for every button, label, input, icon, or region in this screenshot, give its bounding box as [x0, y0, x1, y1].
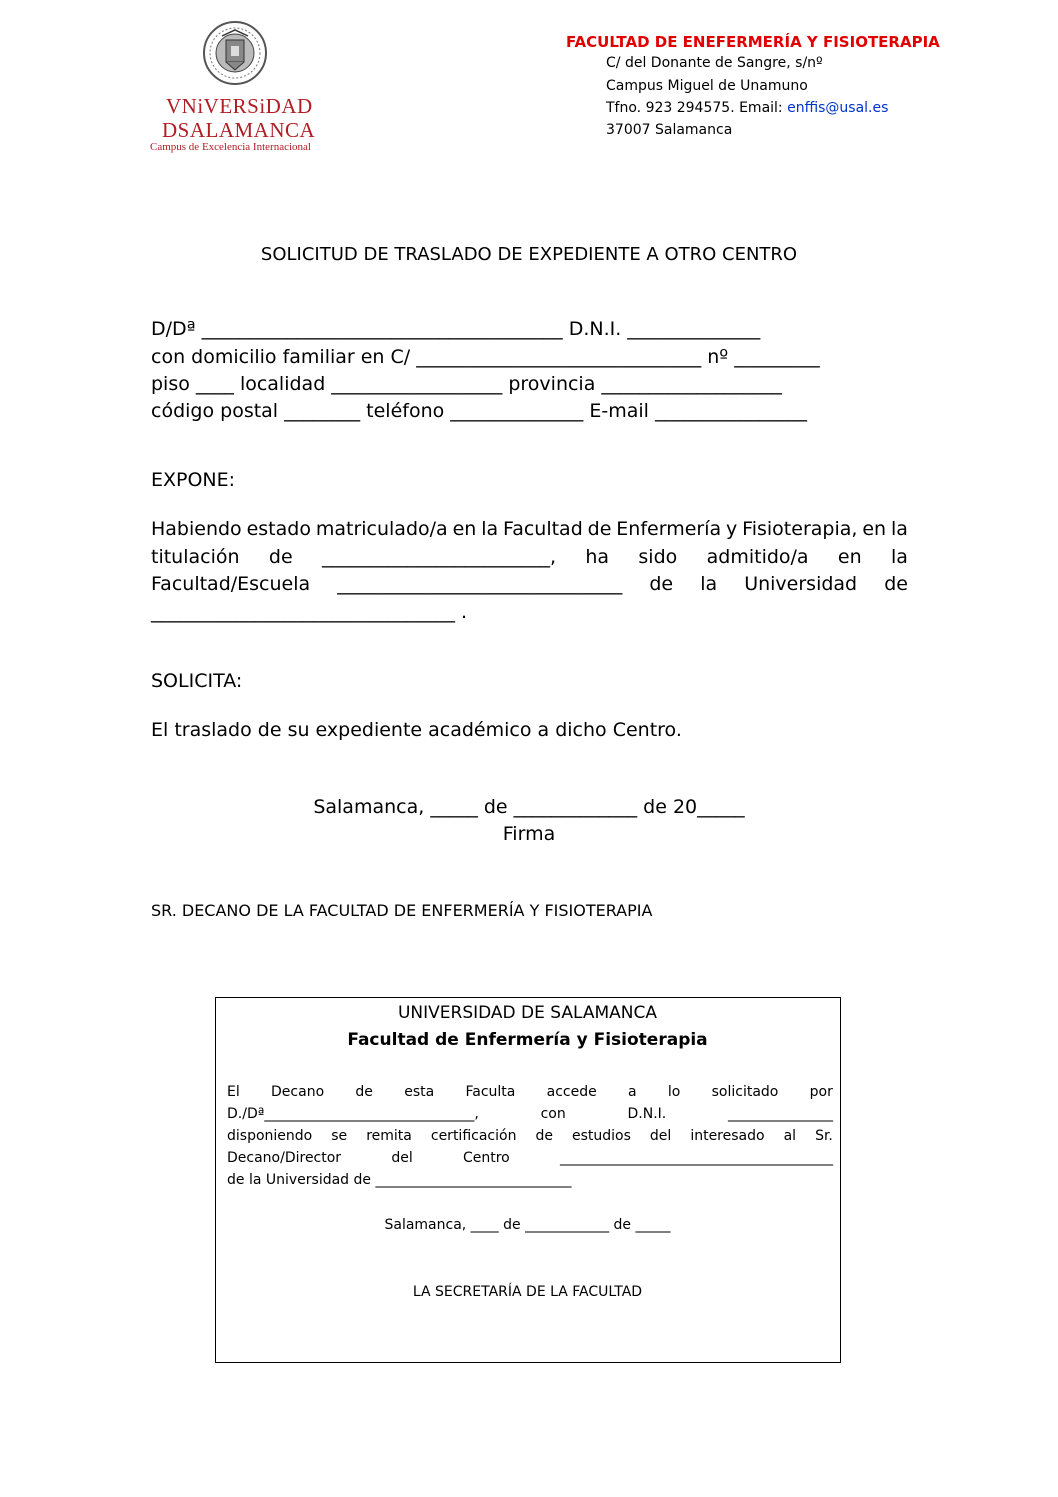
- word: en: [837, 546, 862, 568]
- resolution-line-5[interactable]: de la Universidad de ____________________________: [227, 1172, 572, 1188]
- word: interesado: [690, 1128, 765, 1144]
- word: Fisioterapia,: [742, 518, 858, 540]
- addressee: SR. DECANO DE LA FACULTAD DE ENFERMERÍA Y FISIOTERAPIA: [151, 901, 653, 920]
- word: la: [891, 546, 908, 568]
- word: D.N.I.: [627, 1106, 667, 1122]
- word: a: [628, 1084, 637, 1100]
- form-line-address[interactable]: con domicilio familiar en C/ ______________________________ nº _________: [151, 346, 820, 368]
- logo-tagline: Campus de Excelencia Internacional: [150, 141, 311, 153]
- address-street: C/ del Donante de Sangre, s/nº: [606, 55, 823, 71]
- expone-line-4[interactable]: ________________________________ .: [151, 601, 468, 623]
- expone-line-2[interactable]: [151, 546, 908, 568]
- form-line-location[interactable]: piso ____ localidad __________________ provincia ___________________: [151, 373, 782, 395]
- university-seal-icon: [202, 20, 268, 86]
- word: admitido/a: [706, 546, 809, 568]
- word: se: [331, 1128, 348, 1144]
- word: matriculado/a: [315, 518, 448, 540]
- email-link[interactable]: enffis@usal.es: [787, 100, 889, 116]
- address-city: 37007 Salamanca: [606, 122, 733, 138]
- word: Facultad/Escuela: [151, 573, 311, 595]
- word: Universidad: [744, 573, 858, 595]
- word: remita: [366, 1128, 412, 1144]
- word: de: [355, 1084, 373, 1100]
- logo-line-2: DSALAMANCA: [162, 118, 316, 142]
- form-line-contact[interactable]: código postal ________ teléfono ______________ E-mail ________________: [151, 400, 807, 422]
- word: solicitado: [711, 1084, 779, 1100]
- address-campus: Campus Miguel de Unamuno: [606, 78, 808, 94]
- word: lo: [667, 1084, 681, 1100]
- word: D./Dª______________________________,: [227, 1106, 479, 1122]
- resolution-faculty: Facultad de Enfermería y Fisioterapia: [347, 1030, 708, 1050]
- word: accede: [546, 1084, 597, 1100]
- word: al: [783, 1128, 797, 1144]
- word: Faculta: [465, 1084, 516, 1100]
- resolution-signatory: LA SECRETARÍA DE LA FACULTAD: [412, 1284, 643, 1300]
- word: de: [649, 573, 674, 595]
- solicita-heading: SOLICITA:: [151, 670, 243, 692]
- word: con: [540, 1106, 566, 1122]
- word: del: [391, 1150, 413, 1166]
- university-logo: [150, 20, 330, 155]
- solicita-text: El traslado de su expediente académico a dicho Centro.: [151, 719, 682, 741]
- expone-line-1: [151, 518, 908, 540]
- word: El: [227, 1084, 240, 1100]
- form-line-name-dni[interactable]: D/Dª ______________________________________ D.N.I. ______________: [151, 318, 761, 340]
- word: disponiendo: [227, 1128, 313, 1144]
- word: de: [268, 546, 293, 568]
- word: de: [884, 573, 908, 595]
- word: Decano/Director: [227, 1150, 342, 1166]
- word: ha: [585, 546, 610, 568]
- word: Centro: [462, 1150, 510, 1166]
- word: de: [535, 1128, 553, 1144]
- word: titulación: [151, 546, 240, 568]
- word: _______________: [728, 1106, 833, 1122]
- word: la: [700, 573, 718, 595]
- date-line[interactable]: Salamanca, _____ de _____________ de 20_____: [313, 796, 745, 818]
- word: en: [862, 518, 887, 540]
- word: de: [587, 518, 612, 540]
- phone-text: Tfno. 923 294575. Email:: [606, 100, 788, 116]
- logo-line-1: VNiVERSiDAD: [166, 94, 313, 118]
- resolution-box: [215, 997, 841, 1363]
- resolution-line-2[interactable]: [227, 1106, 833, 1122]
- word: Habiendo: [151, 518, 242, 540]
- signature-label: Firma: [502, 823, 556, 845]
- resolution-line-1: [227, 1084, 833, 1100]
- word: Sr.: [815, 1128, 833, 1144]
- word: _______________________________________: [559, 1150, 833, 1166]
- word: Decano: [271, 1084, 325, 1100]
- word: estudios: [571, 1128, 631, 1144]
- word: del: [649, 1128, 672, 1144]
- word: Enfermería: [616, 518, 722, 540]
- expone-line-3[interactable]: [151, 573, 908, 595]
- word: esta: [404, 1084, 435, 1100]
- word: Facultad: [503, 518, 583, 540]
- word: certificación: [430, 1128, 517, 1144]
- word: la: [481, 518, 499, 540]
- word: ________________________,: [321, 546, 557, 568]
- resolution-line-4[interactable]: [227, 1150, 833, 1166]
- word: en: [452, 518, 477, 540]
- word: la: [890, 518, 908, 540]
- address-contact: [606, 100, 888, 116]
- expone-heading: EXPONE:: [151, 469, 236, 491]
- word: y: [726, 518, 738, 540]
- resolution-university: UNIVERSIDAD DE SALAMANCA: [397, 1003, 658, 1023]
- document-title: SOLICITUD DE TRASLADO DE EXPEDIENTE A OTRO CENTRO: [260, 244, 798, 265]
- resolution-date-line[interactable]: Salamanca, ____ de ____________ de _____: [384, 1217, 671, 1233]
- word: estado: [246, 518, 311, 540]
- word: ______________________________: [337, 573, 623, 595]
- resolution-line-3: [227, 1128, 833, 1144]
- faculty-heading: FACULTAD DE ENEFERMERÍA Y FISIOTERAPIA: [566, 33, 940, 51]
- word: sido: [638, 546, 678, 568]
- word: por: [809, 1084, 833, 1100]
